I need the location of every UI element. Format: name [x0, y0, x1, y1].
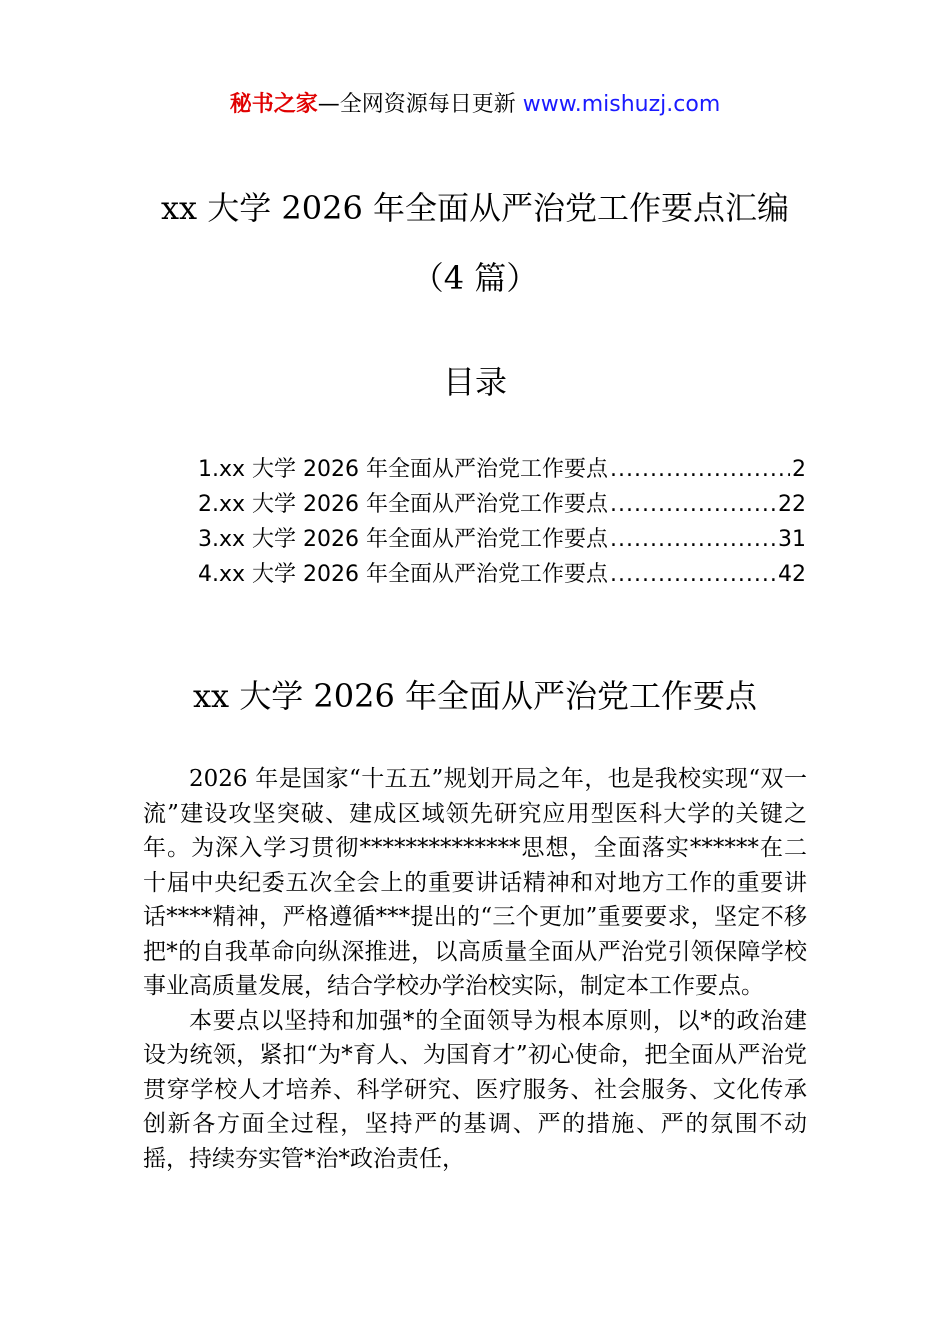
toc-entry-label: 1.xx 大学 2026 年全面从严治党工作要点: [198, 457, 608, 482]
toc-leader-dots: [610, 557, 776, 592]
toc-entry-page: 2: [792, 457, 806, 482]
section-body: [143, 762, 807, 1176]
toc-entry-4[interactable]: [198, 557, 806, 592]
toc-leader-dots: [610, 522, 776, 557]
toc-entry-label: 4.xx 大学 2026 年全面从严治党工作要点: [198, 562, 608, 587]
toc-entry-1[interactable]: [198, 452, 806, 487]
site-header: [0, 90, 950, 120]
toc-entry-2[interactable]: [198, 487, 806, 522]
table-of-contents: [198, 452, 806, 592]
toc-entry-page: 42: [778, 562, 806, 587]
site-url-link[interactable]: www.mishuzj.com: [522, 92, 721, 117]
toc-entry-label: 3.xx 大学 2026 年全面从严治党工作要点: [198, 527, 608, 552]
toc-title: 目录: [442, 363, 507, 401]
toc-leader-dots: [610, 487, 776, 522]
document-title: xx 大学 2026 年全面从严治党工作要点汇编: [160, 189, 790, 227]
toc-entry-3[interactable]: [198, 522, 806, 557]
site-brand: 秘书之家: [229, 92, 318, 117]
toc-entry-page: 22: [778, 492, 806, 517]
toc-entry-page: 31: [778, 527, 806, 552]
body-paragraph-2: 本要点以坚持和加强*的全面领导为根本原则，以*的政治建设为统领，紧扣“为*育人、为国育才”初心使命，把全面从严治党贯穿学校人才培养、科学研究、医疗服务、社会服务、文化传承创新各方面全过程，坚持严的基调、严的措施、严的氛围不动摇，持续夯实管*治*政治责任，: [143, 1007, 807, 1172]
body-paragraph-1: 2026 年是国家“十五五”规划开局之年，也是我校实现“双一流”建设攻坚突破、建成区域领先研究应用型医科大学的关键之年。为深入学习贯彻**************思想，全面落实******在二十届中央纪委五次全会上的重要讲话精神和对地方工作的重要讲话****精神，严格遵循***提出的“三个更加”重要要求，坚定不移把*的自我革命向纵深推进，以高质量全面从严治党引领保障学校事业高质量发展，结合学校办学治校实际，制定本工作要点。: [143, 766, 807, 999]
document-subtitle: （4 篇）: [411, 259, 539, 297]
toc-entry-label: 2.xx 大学 2026 年全面从严治党工作要点: [198, 492, 608, 517]
section-title: xx 大学 2026 年全面从严治党工作要点: [192, 677, 758, 715]
toc-leader-dots: [610, 452, 790, 487]
site-tagline: —全网资源每日更新: [317, 92, 516, 117]
